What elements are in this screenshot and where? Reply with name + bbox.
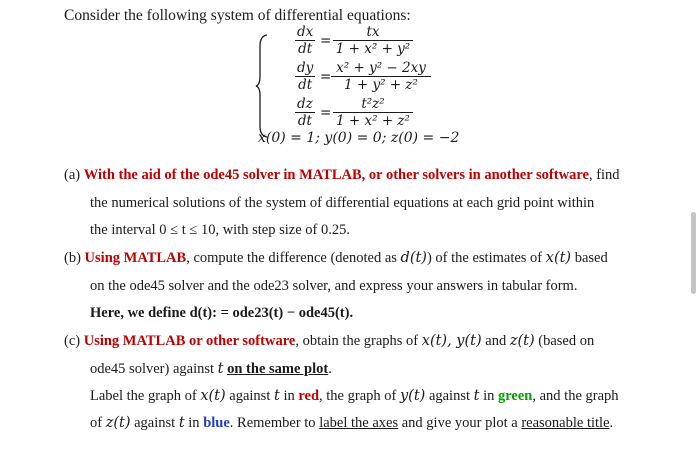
vertical-scrollbar[interactable]: [691, 212, 696, 294]
part-c-text-a: , obtain the graphs of: [295, 333, 422, 349]
part-c-label: (c): [64, 333, 81, 349]
part-c-math-z: z(t): [509, 333, 535, 349]
eq1-rhs-num: tx: [366, 24, 380, 40]
part-b-label: (b): [64, 250, 81, 266]
part-b-text-a: , compute the difference (denoted as: [186, 250, 401, 266]
part-b-highlight: Using MATLAB: [84, 250, 187, 266]
red-word: red: [298, 388, 320, 404]
eq2-rhs: [331, 60, 431, 93]
eq1-lhs: [295, 24, 315, 57]
l3g: , and the graph: [532, 388, 619, 404]
l4b: against: [130, 415, 179, 431]
l3x: x(t): [200, 388, 226, 404]
l4t: t: [178, 415, 185, 431]
l3e: against: [425, 388, 474, 404]
l3c: in: [279, 388, 299, 404]
l4c: in: [184, 415, 204, 431]
eq2-equals: =: [320, 69, 332, 85]
part-c-highlight: Using MATLAB or other software: [83, 333, 296, 349]
eq1-lhs-den: dt: [295, 40, 315, 57]
initial-conditions: x(0) = 1; y(0) = 0; z(0) = −2: [258, 130, 460, 146]
l3y: y(t): [399, 388, 426, 404]
l4a: of: [90, 415, 106, 431]
part-b-math-d: d(t): [400, 250, 427, 266]
same-plot-underlined: on the same plot: [227, 361, 329, 377]
l3d: , the graph of: [319, 388, 400, 404]
part-c-line2-text: ode45 solver) against: [90, 361, 218, 377]
l4e: and give your plot a: [398, 415, 522, 431]
part-c-text-c: (based on: [534, 333, 595, 349]
eq2-rhs-num: x² + y² − 2xy: [336, 60, 426, 76]
eq1-rhs-den: 1 + x² + y²: [333, 40, 413, 57]
eq3-rhs-den: 1 + x² + z²: [333, 112, 413, 129]
eq3-lhs: [295, 96, 315, 129]
eq2-rhs-den: 1 + y² + z²: [331, 76, 431, 93]
eq2-lhs: [295, 60, 315, 93]
label-axes-underlined: label the axes: [319, 415, 399, 431]
part-a-line2: the numerical solutions of the system of differential equations at each grid point within: [90, 195, 595, 211]
part-a-highlight: With the aid of the ode45 solver in MATLAB, or other solvers in another software: [83, 167, 589, 183]
green-word: green: [498, 388, 533, 404]
l3a: Label the graph of: [90, 388, 201, 404]
intro-text: Consider the following system of differential equations:: [64, 7, 411, 24]
eq3-lhs-num: dz: [297, 96, 313, 112]
eq1-equals: =: [320, 33, 332, 49]
part-a-label: (a): [64, 167, 81, 183]
l4end: .: [609, 415, 614, 431]
part-c-line4: [90, 413, 613, 433]
part-c-line2-t: t: [217, 361, 224, 377]
eq2-lhs-den: dt: [295, 76, 315, 93]
eq2-lhs-num: dy: [297, 60, 314, 76]
blue-word: blue: [203, 415, 230, 431]
part-a-line3: the interval 0 ≤ t ≤ 10, with step size of 0.25.: [90, 222, 350, 238]
part-b-text-c: based: [571, 250, 608, 266]
part-b-line2: on the ode45 solver and the ode23 solver, and express your answers in tabular form.: [90, 278, 578, 294]
l3f: in: [479, 388, 498, 404]
l4z: z(t): [105, 415, 131, 431]
l3b: against: [225, 388, 274, 404]
eq3-equals: =: [320, 105, 332, 121]
part-c-line2: [90, 359, 332, 379]
part-c-line2-end: .: [328, 361, 332, 377]
l4d: . Remember to: [229, 415, 320, 431]
eq1-rhs: [333, 24, 413, 57]
part-c-math-xy: x(t), y(t): [421, 333, 482, 349]
part-c-line1: [64, 331, 594, 351]
l3t1: t: [273, 388, 280, 404]
part-a-line1: [64, 165, 620, 185]
eq3-rhs-num: t²z²: [361, 96, 385, 112]
part-a-rest: , find: [588, 167, 620, 183]
part-b-text-b: ) of the estimates of: [426, 250, 546, 266]
part-b-math-x: x(t): [545, 250, 572, 266]
l3t2: t: [473, 388, 480, 404]
part-b-line1: [64, 248, 608, 268]
part-c-line3: [90, 386, 619, 406]
reasonable-title-underlined: reasonable title: [521, 415, 610, 431]
eq3-rhs: [333, 96, 413, 129]
left-brace: [255, 34, 269, 138]
part-c-text-b: and: [481, 333, 510, 349]
eq1-lhs-num: dx: [297, 24, 314, 40]
part-b-line3: Here, we define d(t): = ode23(t) − ode45(t).: [90, 305, 354, 321]
eq3-lhs-den: dt: [295, 112, 315, 129]
